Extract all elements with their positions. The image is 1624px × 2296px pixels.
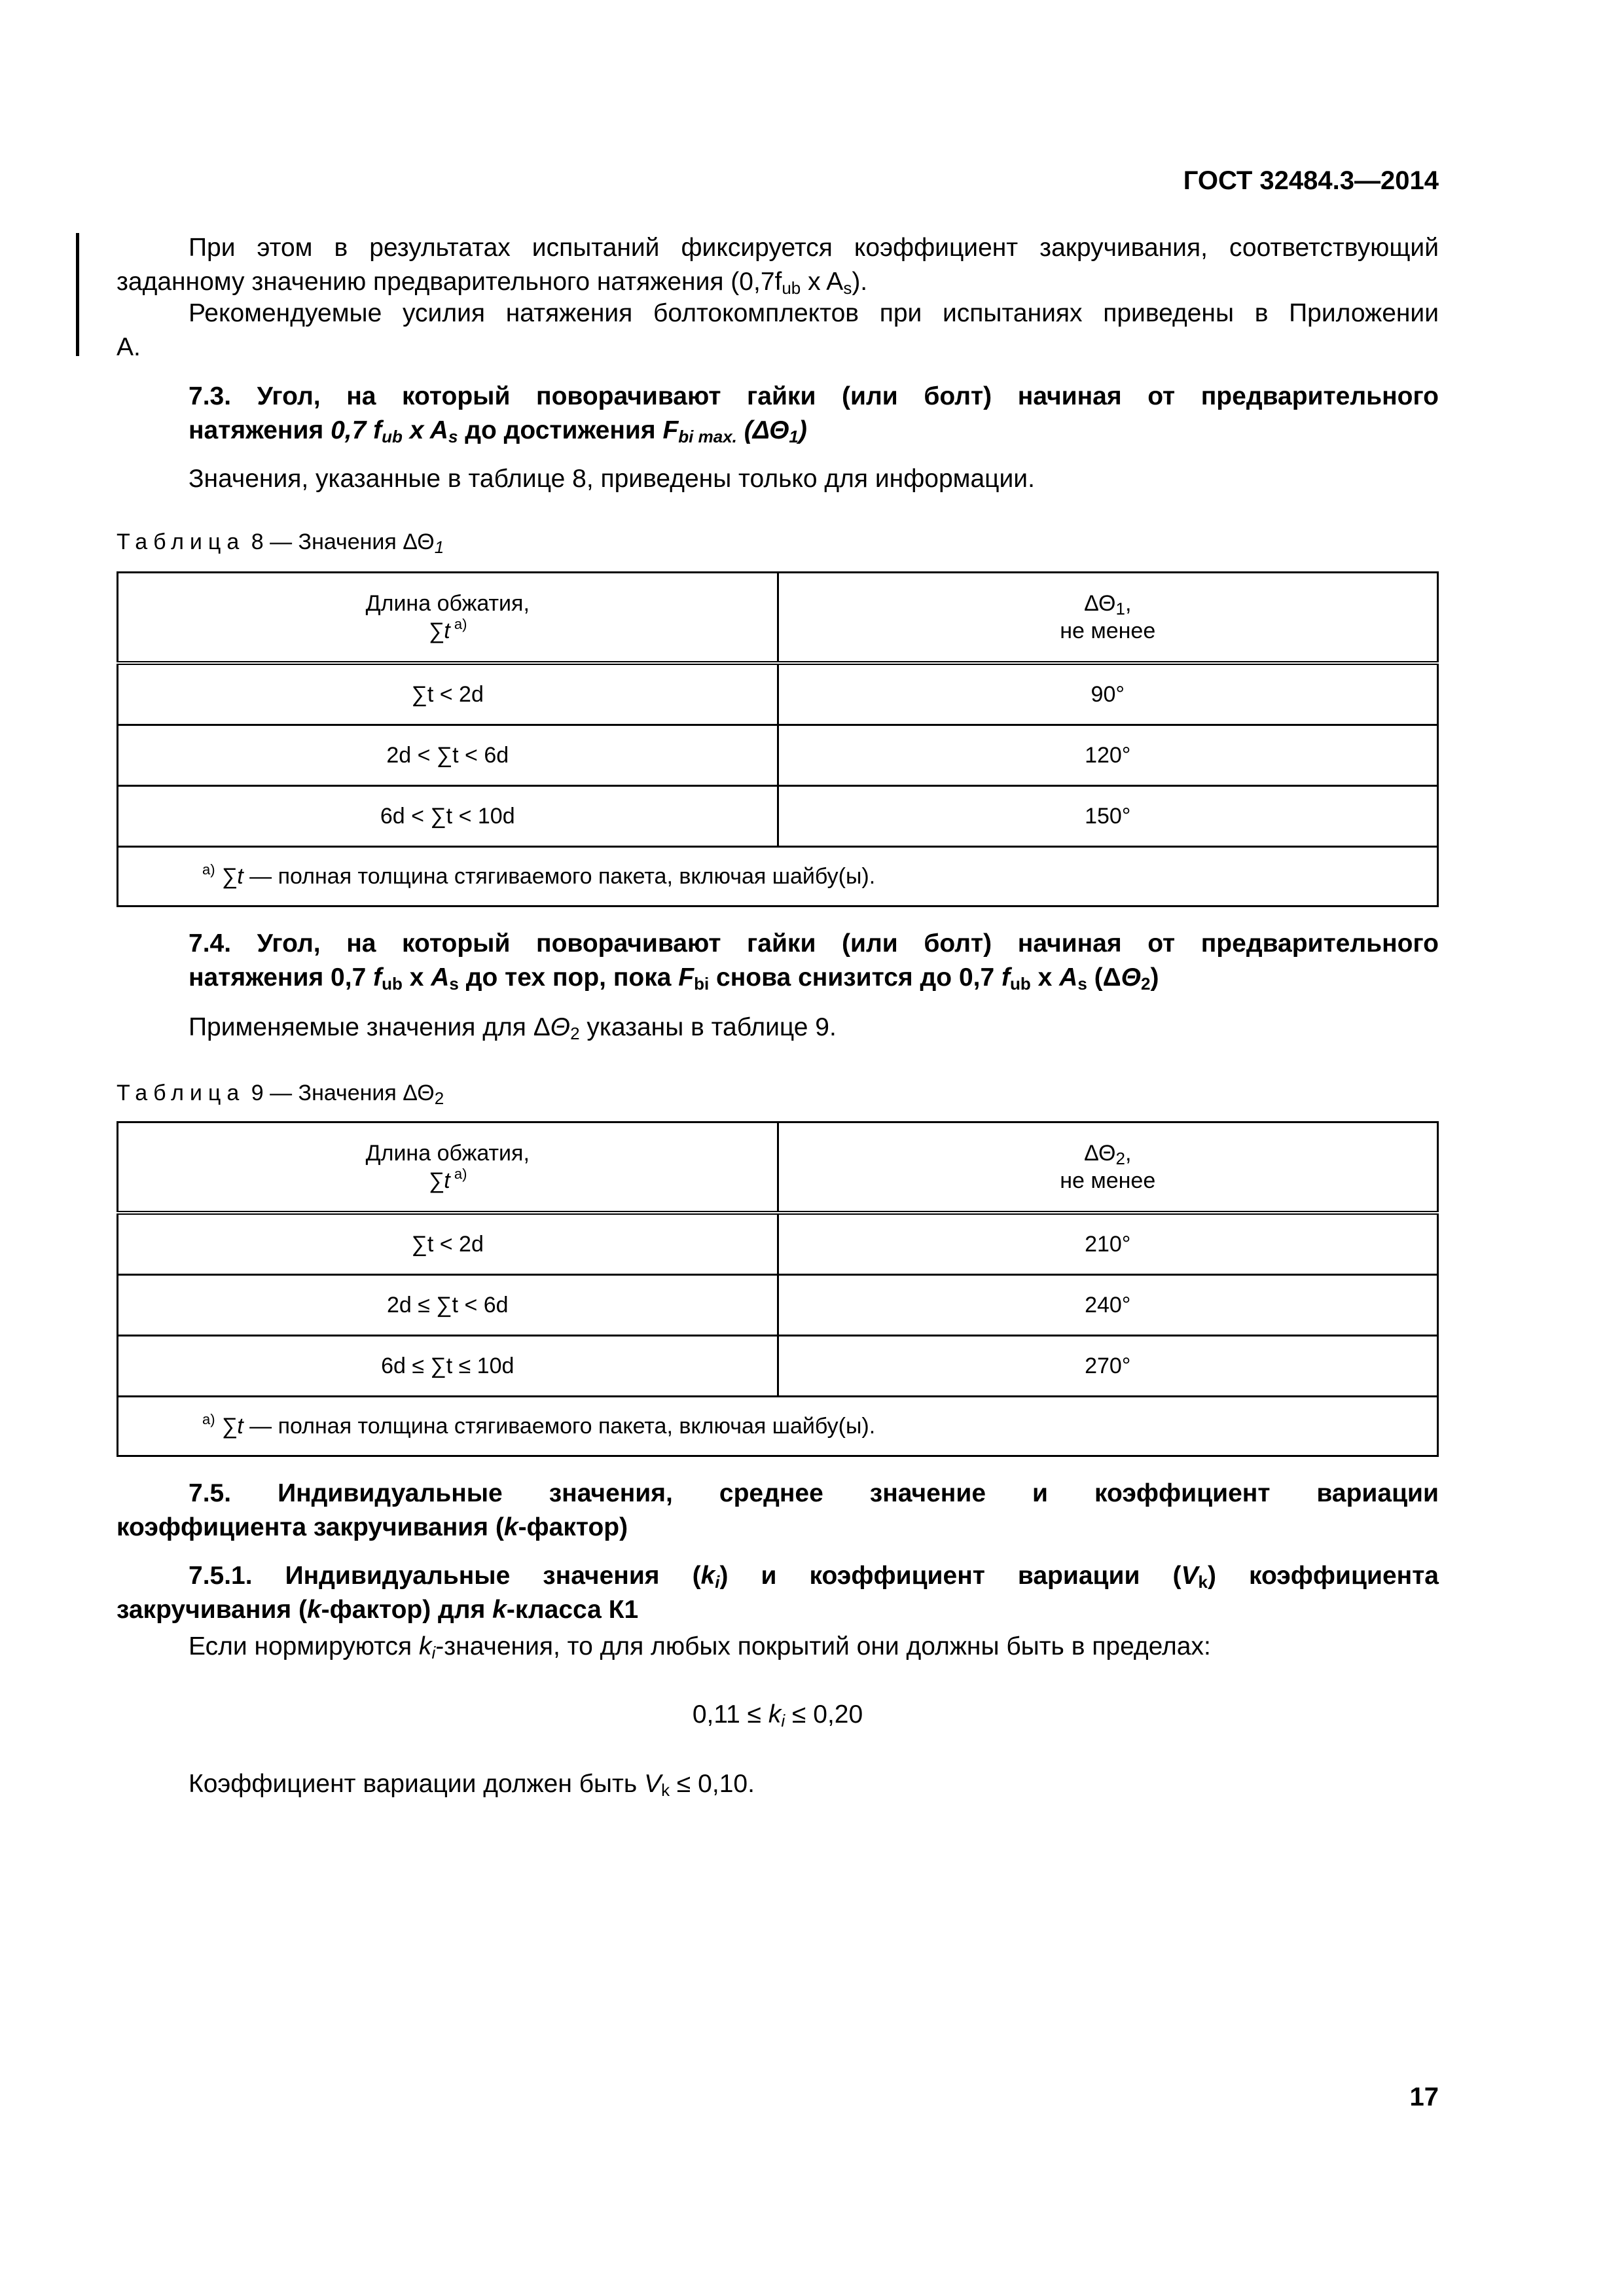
table-cell-range: 2d ≤ ∑t < 6d bbox=[118, 1275, 778, 1336]
table-row bbox=[118, 786, 1438, 847]
intro-paragraph-2-line-1: Рекомендуемые усилия натяжения болтокомплектов при испытаниях приведены в Приложении bbox=[189, 299, 1439, 327]
section-7-5-1-variation-paragraph: Коэффициент вариации должен быть $V_k \le 0,10$. bbox=[189, 1770, 755, 1800]
table-header-length: Длина обжатия, ∑t $^{а)}$ bbox=[118, 573, 778, 664]
intro-paragraph-1-line-2: заданному значению предварительного натяжения ($0,7f_{ub}$ x $A_s$). bbox=[117, 268, 868, 298]
section-7-5-heading-line-2: коэффициента закручивания (k-фактор) bbox=[117, 1513, 628, 1541]
document-id: ГОСТ 32484.3—2014 bbox=[1183, 166, 1439, 195]
intro-paragraph-2-line-2: А. bbox=[117, 333, 141, 361]
page-number: 17 bbox=[1409, 2083, 1439, 2111]
table-9 bbox=[117, 1121, 1439, 1457]
section-7-3-paragraph: Значения, указанные в таблице 8, приведены только для информации. bbox=[189, 465, 1035, 493]
table-footnote: $^{а)}$ ∑t — полная толщина стягиваемого пакета, включая шайбу(ы). bbox=[118, 847, 1438, 906]
section-7-4-paragraph: Применяемые значения для $\Delta\Theta_2$ указаны в таблице 9. bbox=[189, 1013, 837, 1043]
table-row bbox=[118, 1275, 1438, 1336]
table-row bbox=[118, 725, 1438, 786]
table-cell-range: 6d ≤ ∑t ≤ 10d bbox=[118, 1336, 778, 1397]
table-cell-range: 6d < ∑t < 10d bbox=[118, 786, 778, 847]
table-footnote-row bbox=[118, 1397, 1438, 1456]
table-cell-value: 210° bbox=[778, 1213, 1438, 1275]
section-7-5-heading-line-1: 7.5. Индивидуальные значения, среднее значение и коэффициент вариации bbox=[189, 1479, 1439, 1507]
table-9-caption: Таблица 9 — Значения $\Delta\Theta_2$ bbox=[117, 1081, 444, 1108]
table-row bbox=[118, 1336, 1438, 1397]
table-row bbox=[118, 663, 1438, 725]
table-header-row bbox=[118, 573, 1438, 664]
table-header-row bbox=[118, 1122, 1438, 1213]
table-8 bbox=[117, 571, 1439, 907]
table-cell-value: 120° bbox=[778, 725, 1438, 786]
formula-k-range: $0,11 \le k_i \le 0,20$ bbox=[692, 1700, 863, 1731]
section-7-4-heading-line-1: 7.4. Угол, на который поворачивают гайки (или болт) начиная от предварительного bbox=[189, 929, 1439, 958]
table-footnote-row bbox=[118, 847, 1438, 906]
section-7-3-heading-line-2: натяжения 0,7 $f_{ub}$ x $A_s$ до достижения $F_{bi max.}$ $(\Delta\Theta_1)$ bbox=[189, 416, 807, 446]
table-cell-value: 240° bbox=[778, 1275, 1438, 1336]
table-cell-range: 2d < ∑t < 6d bbox=[118, 725, 778, 786]
section-7-5-1-heading-line-2: закручивания (k-фактор) для k-класса К1 bbox=[117, 1596, 639, 1624]
table-cell-value: 90° bbox=[778, 663, 1438, 725]
table-header-length: Длина обжатия, ∑t $^{а)}$ bbox=[118, 1122, 778, 1213]
table-header-angle: $\Delta\Theta_2$, не менее bbox=[778, 1122, 1438, 1213]
document-header bbox=[1183, 164, 1439, 198]
table-footnote: $^{а)}$ ∑t — полная толщина стягиваемого пакета, включая шайбу(ы). bbox=[118, 1397, 1438, 1456]
table-8-caption: Таблица 8 — Значения $\Delta\Theta_1$ bbox=[117, 529, 444, 557]
table-cell-range: ∑t < 2d bbox=[118, 1213, 778, 1275]
revision-bar bbox=[76, 233, 79, 356]
table-header-angle: $\Delta\Theta_1$, не менее bbox=[778, 573, 1438, 664]
table-cell-value: 270° bbox=[778, 1336, 1438, 1397]
section-7-3-heading-line-1: 7.3. Угол, на который поворачивают гайки (или болт) начиная от предварительного bbox=[189, 382, 1439, 410]
intro-paragraph-1-line-1: При этом в результатах испытаний фиксируется коэффициент закручивания, соответствующий bbox=[189, 234, 1439, 262]
table-row bbox=[118, 1213, 1438, 1275]
section-7-4-heading-line-2: натяжения 0,7 $f_{ub}$ x $A_s$ до тех пор, пока $F_{bi}$ снова снизится до 0,7 $f_{ub}$ x $A_s$ $(\Delta\Theta_2)$ bbox=[189, 963, 1159, 994]
table-cell-value: 150° bbox=[778, 786, 1438, 847]
section-7-5-1-heading-line-1: 7.5.1. Индивидуальные значения $(k_i)$ и коэффициент вариации $(V_k)$ коэффициента bbox=[189, 1562, 1439, 1592]
table-cell-range: ∑t < 2d bbox=[118, 663, 778, 725]
section-7-5-1-paragraph: Если нормируются $k_i$-значения, то для любых покрытий они должны быть в пределах: bbox=[189, 1632, 1211, 1662]
